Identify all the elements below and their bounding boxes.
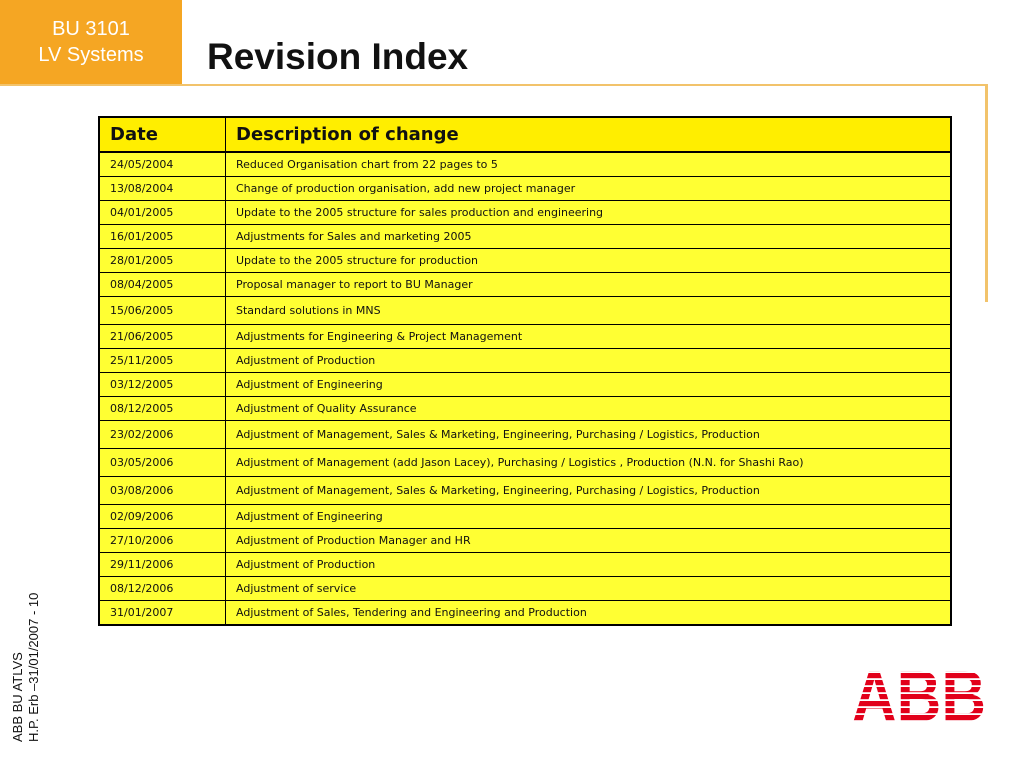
row-date: 21/06/2005	[99, 325, 226, 349]
row-date: 16/01/2005	[99, 225, 226, 249]
row-description: Change of production organisation, add new project manager	[226, 177, 952, 201]
table-row	[99, 225, 951, 249]
table-row	[99, 249, 951, 273]
footer-sidebar	[10, 572, 42, 742]
row-date: 29/11/2006	[99, 553, 226, 577]
revision-table	[98, 116, 952, 626]
bu-label-box	[0, 0, 182, 84]
row-description: Adjustment of service	[226, 577, 952, 601]
table-row	[99, 553, 951, 577]
page-title: Revision Index	[207, 36, 469, 77]
row-date: 04/01/2005	[99, 201, 226, 225]
row-date: 27/10/2006	[99, 529, 226, 553]
table-row	[99, 152, 951, 177]
row-date: 03/12/2005	[99, 373, 226, 397]
footer-org: ABB BU ATLVS	[10, 652, 25, 742]
row-description: Update to the 2005 structure for sales production and engineering	[226, 201, 952, 225]
footer-author-date: H.P. Erb –31/01/2007 - 10	[26, 592, 41, 742]
row-description: Reduced Organisation chart from 22 pages to 5	[226, 152, 952, 177]
abb-logo	[852, 666, 986, 726]
table-row	[99, 273, 951, 297]
row-description: Adjustment of Engineering	[226, 505, 952, 529]
row-date: 24/05/2004	[99, 152, 226, 177]
row-date: 02/09/2006	[99, 505, 226, 529]
bu-number: BU 3101	[52, 18, 130, 40]
table-row	[99, 421, 951, 449]
column-header-date: Date	[99, 117, 226, 152]
row-description: Adjustment of Engineering	[226, 373, 952, 397]
row-description: Adjustment of Production	[226, 553, 952, 577]
abb-logo-icon	[852, 666, 986, 722]
row-date: 08/04/2005	[99, 273, 226, 297]
row-date: 13/08/2004	[99, 177, 226, 201]
row-description: Adjustments for Engineering & Project Management	[226, 325, 952, 349]
row-date: 31/01/2007	[99, 601, 226, 626]
row-date: 25/11/2005	[99, 349, 226, 373]
row-date: 15/06/2005	[99, 297, 226, 325]
row-date: 08/12/2006	[99, 577, 226, 601]
row-description: Adjustment of Management, Sales & Marketing, Engineering, Purchasing / Logistics, Production	[226, 477, 952, 505]
table-row	[99, 177, 951, 201]
table-row	[99, 397, 951, 421]
row-description: Adjustment of Management (add Jason Lacey), Purchasing / Logistics , Production (N.N. for Shashi Rao)	[226, 449, 952, 477]
bu-name: LV Systems	[38, 44, 144, 66]
row-description: Adjustment of Management, Sales & Marketing, Engineering, Purchasing / Logistics, Production	[226, 421, 952, 449]
table-row	[99, 449, 951, 477]
row-description: Standard solutions in MNS	[226, 297, 952, 325]
row-date: 03/05/2006	[99, 449, 226, 477]
column-header-description: Description of change	[226, 117, 952, 152]
row-date: 28/01/2005	[99, 249, 226, 273]
table-row	[99, 373, 951, 397]
table-row	[99, 325, 951, 349]
table-row	[99, 349, 951, 373]
table-row	[99, 529, 951, 553]
table-row	[99, 505, 951, 529]
table-row	[99, 601, 951, 626]
row-description: Adjustment of Production Manager and HR	[226, 529, 952, 553]
row-description: Adjustment of Sales, Tendering and Engineering and Production	[226, 601, 952, 626]
table-row	[99, 477, 951, 505]
row-description: Adjustment of Quality Assurance	[226, 397, 952, 421]
table-row	[99, 297, 951, 325]
table-row	[99, 201, 951, 225]
row-description: Proposal manager to report to BU Manager	[226, 273, 952, 297]
table-header-row	[99, 117, 951, 152]
row-description: Adjustments for Sales and marketing 2005	[226, 225, 952, 249]
table-row	[99, 577, 951, 601]
row-description: Update to the 2005 structure for production	[226, 249, 952, 273]
row-description: Adjustment of Production	[226, 349, 952, 373]
row-date: 23/02/2006	[99, 421, 226, 449]
right-divider	[985, 84, 988, 302]
header-divider	[0, 84, 985, 86]
row-date: 08/12/2005	[99, 397, 226, 421]
row-date: 03/08/2006	[99, 477, 226, 505]
